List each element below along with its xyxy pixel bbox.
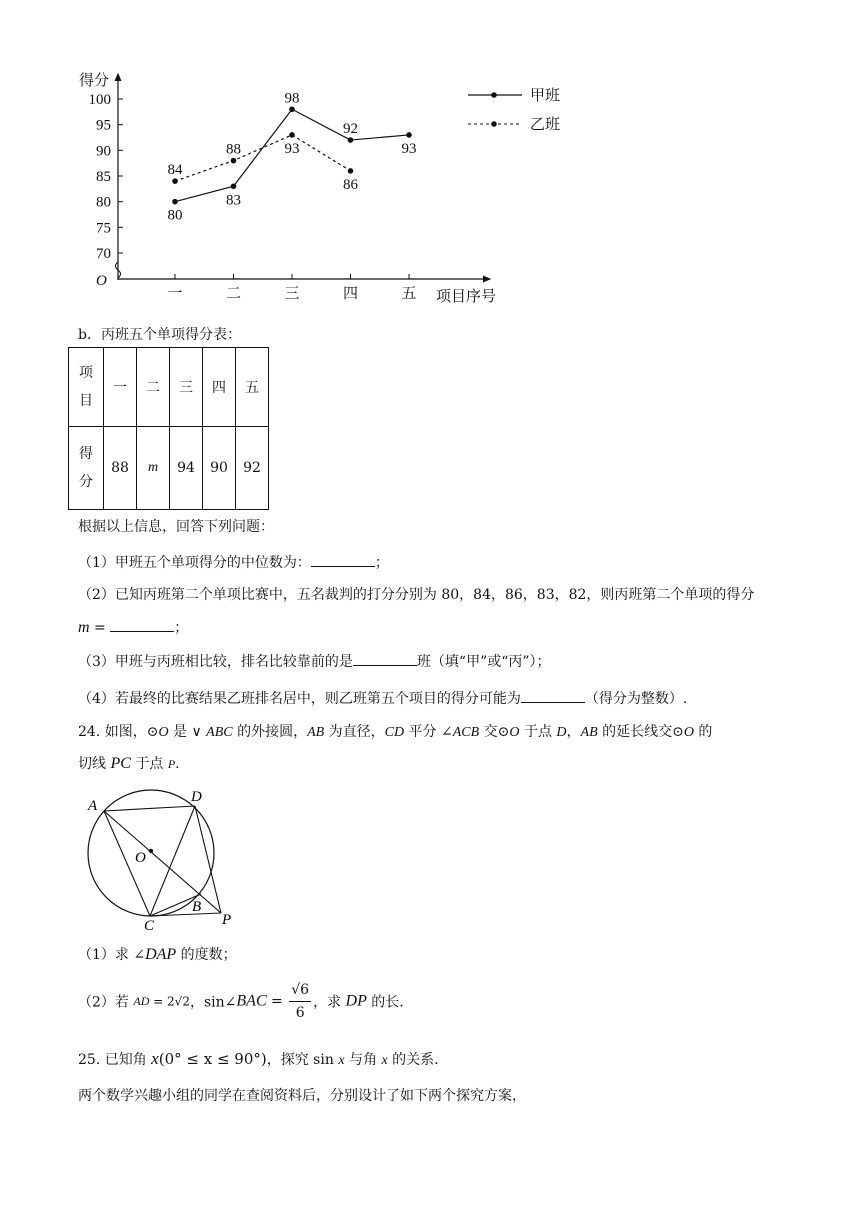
question-24-1: （1）求 ∠DAP 的度数； <box>78 946 237 963</box>
table-score-4: 90 <box>203 427 236 510</box>
x-axis-label: 项目序号 <box>436 289 497 305</box>
x-tick-label-3: 三 <box>284 286 300 302</box>
y-tick-label-75: 75 <box>96 220 111 237</box>
y-tick-label-90: 90 <box>96 143 111 160</box>
bing-class-score-table <box>68 347 269 510</box>
series-2-label-4: 86 <box>343 176 358 193</box>
series-2-point-1 <box>172 178 178 184</box>
question-2: （2）已知丙班第二个单项比赛中，五名裁判的打分分别为 80，84，86，83，82，则丙班第二个单项的得分 <box>78 587 755 603</box>
table-header-defen: 得 分 <box>69 427 104 510</box>
legend-label-yi: 乙班 <box>530 117 561 133</box>
question-4: （4）若最终的比赛结果乙班排名居中，则乙班第五个项目的得分可能为 （得分为整数）. <box>78 688 687 708</box>
legend <box>468 87 560 133</box>
series-1-point-4 <box>348 137 354 143</box>
origin-label: O <box>96 273 107 289</box>
y-tick-label-85: 85 <box>96 169 111 185</box>
legend-label-jia: 甲班 <box>530 88 561 104</box>
series-2-label-1: 84 <box>167 162 183 179</box>
label-B: B <box>192 899 202 915</box>
series-line-2 <box>175 135 351 181</box>
center-point <box>149 849 153 853</box>
series-1-point-3 <box>289 106 295 112</box>
label-C: C <box>144 918 155 932</box>
answer-blank-1[interactable] <box>311 552 375 567</box>
series-2-point-4 <box>348 168 354 174</box>
y-tick-label-70: 70 <box>96 246 111 262</box>
label-D: D <box>191 789 202 805</box>
question-24-2: （2）若 AD = 2√2，sin∠BAC = $\frac{√6}{6}$ ，求 DP 的长. <box>78 979 404 1024</box>
answer-blank-3[interactable] <box>353 651 417 666</box>
series-2-point-3 <box>289 132 295 138</box>
table-item-4: 四 <box>203 348 236 427</box>
y-tick-label-95: 95 <box>96 117 111 134</box>
series-2-label-2: 88 <box>226 141 241 158</box>
problem-24-line1: 24. 如图，⊙O 是 ∨ ABC 的外接圆，AB 为直径，CD 平分 ∠ACB 交⊙O 于点 D，AB 的延长线交⊙O 的 <box>78 724 713 740</box>
legend-marker-jia <box>491 92 497 98</box>
table-score-1: 88 <box>104 427 137 510</box>
series-2-label-3: 93 <box>284 140 300 157</box>
series-1-label-2: 83 <box>226 192 241 209</box>
series-1-label-5: 93 <box>401 140 417 157</box>
y-tick-label-80: 80 <box>96 194 111 211</box>
answer-blank-4[interactable] <box>521 688 585 703</box>
table-score-2: m <box>137 427 170 510</box>
segment-AD <box>104 806 195 811</box>
section-b-title: b．丙班五个单项得分表： <box>78 327 241 343</box>
score-line-chart <box>0 0 860 310</box>
label-A: A <box>88 798 98 814</box>
y-axis-label: 得分 <box>79 73 110 89</box>
fraction-sqrt6-over-6: $\frac{√6}{6}$ <box>289 979 311 1024</box>
series-1-label-4: 92 <box>343 121 358 138</box>
table-score-5: 92 <box>236 427 269 510</box>
series-2-point-2 <box>231 158 237 164</box>
table-header-xiangmu: 项 目 <box>69 348 104 427</box>
table-score-3: 94 <box>170 427 203 510</box>
x-tick-label-2: 二 <box>225 286 242 302</box>
x-tick-label-4: 四 <box>342 286 359 302</box>
series-1-point-2 <box>231 183 237 189</box>
table-item-2: 二 <box>137 348 170 427</box>
problem-25-line2: 两个数学兴趣小组的同学在查阅资料后，分别设计了如下两个探究方案， <box>78 1088 526 1104</box>
problem-24-line2: 切线 PC 于点 P. <box>78 755 180 772</box>
y-tick-label-100: 100 <box>88 92 111 108</box>
x-tick-label-5: 五 <box>401 286 417 302</box>
question-2-cont: m = ； <box>78 619 189 636</box>
problem-25-line1: 25. 已知角 x(0° ≤ x ≤ 90°)，探究 sin x 与角 x 的关系. <box>78 1049 439 1068</box>
table-item-5: 五 <box>236 348 269 427</box>
question-3: （3）甲班与丙班相比较，排名比较靠前的是 班（填“甲”或“丙”）； <box>78 651 551 671</box>
label-P: P <box>222 912 232 928</box>
x-tick-label-1: 一 <box>167 286 183 302</box>
series-1-label-3: 98 <box>284 90 300 107</box>
series-1-label-1: 80 <box>167 207 183 224</box>
question-1: （1）甲班五个单项得分的中位数为： ； <box>78 552 389 572</box>
circle-geometry-figure <box>80 782 260 932</box>
table-item-1: 一 <box>104 348 137 427</box>
series-1-point-1 <box>172 199 178 205</box>
intro-text: 根据以上信息，回答下列问题： <box>78 519 274 535</box>
segment-DP <box>195 806 221 913</box>
table-item-3: 三 <box>170 348 203 427</box>
segment-CP <box>150 913 221 916</box>
legend-marker-yi <box>491 121 497 127</box>
series-1-point-5 <box>406 132 412 138</box>
answer-blank-2[interactable] <box>110 617 174 632</box>
segment-AP <box>104 811 221 913</box>
label-O: O <box>135 850 146 866</box>
